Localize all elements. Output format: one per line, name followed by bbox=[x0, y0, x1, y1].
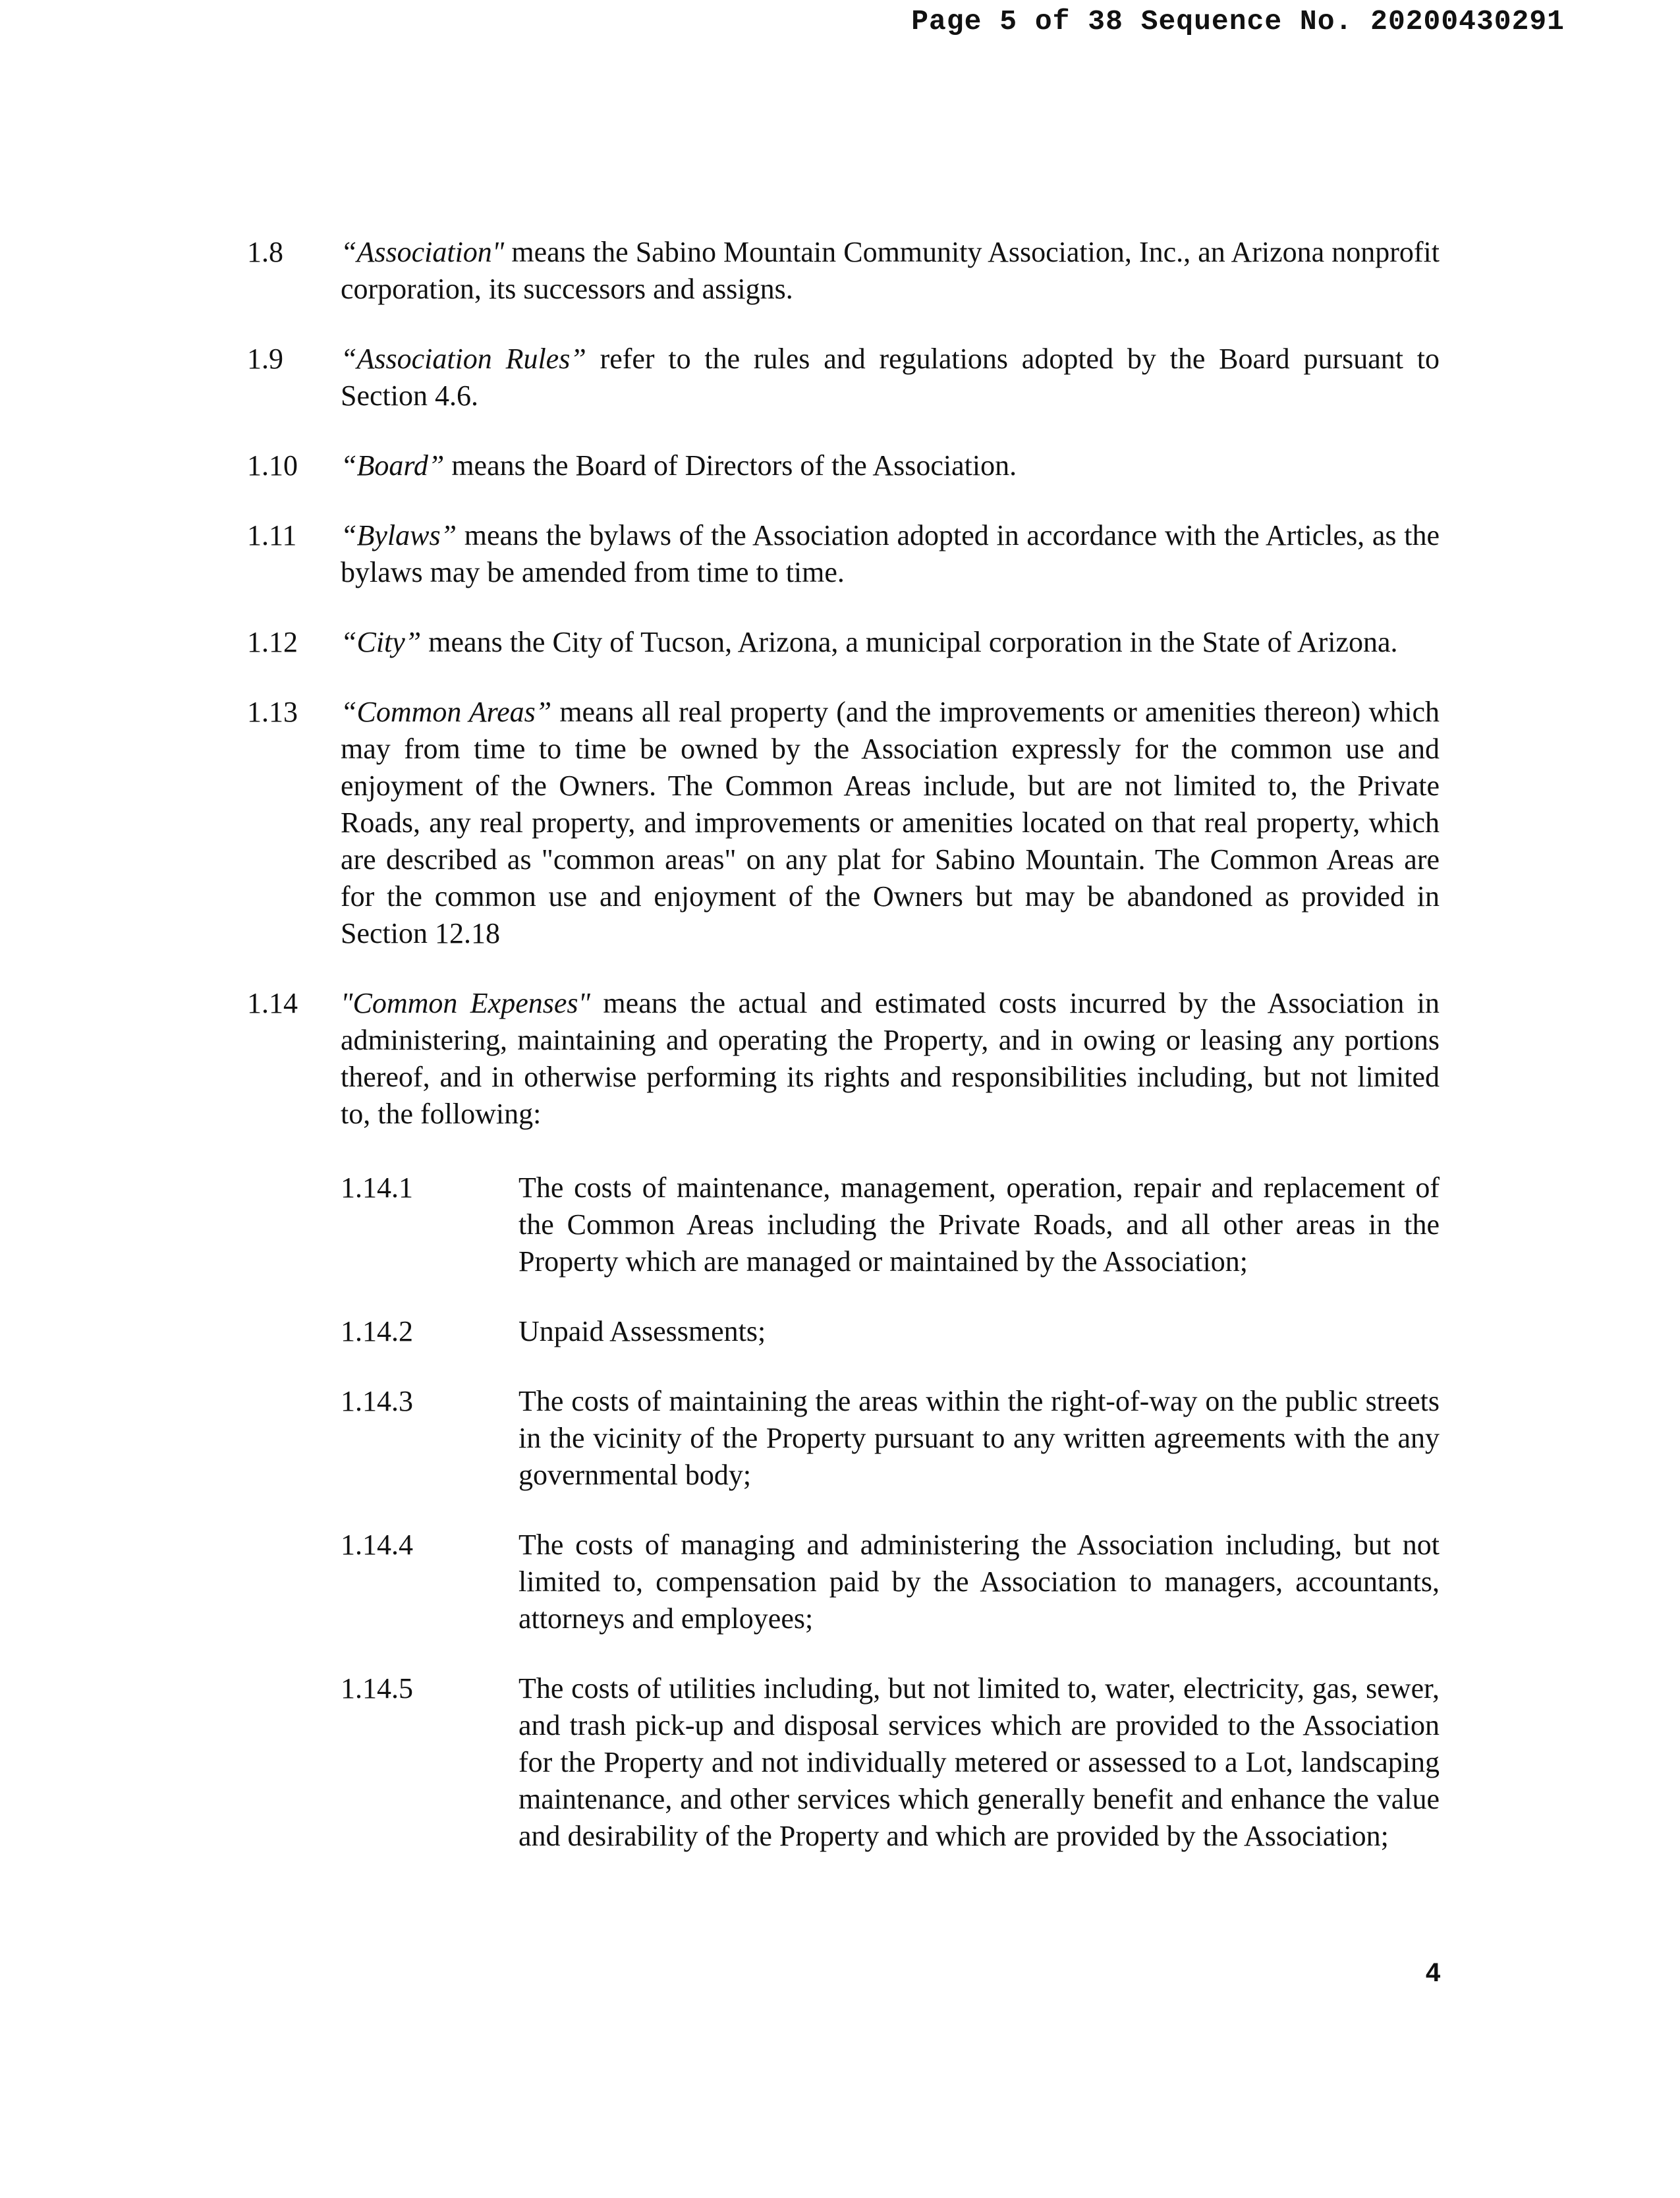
subsection-text: The costs of managing and administering the Association including, but not limited to, compensation paid by the Association to managers, accountants, attorneys and employees; bbox=[518, 1529, 1440, 1635]
section-text: means the Sabino Mountain Community Association, Inc., an Arizona nonprofit corporation, its successors and assigns. bbox=[341, 236, 1440, 305]
subsection-text: The costs of maintaining the areas within the right-of-way on the public streets in the vicinity of the Property pursuant to any written agreements with the any governmental body; bbox=[518, 1385, 1440, 1491]
section-number: 1.8 bbox=[247, 236, 283, 268]
subsection-1-14-1 bbox=[247, 1169, 1440, 1280]
recording-stamp: Page 5 of 38 Sequence No. 20200430291 bbox=[911, 5, 1565, 38]
section-text: refer to the rules and regulations adopted by the Board pursuant to Section 4.6. bbox=[341, 343, 1440, 412]
section-number: 1.11 bbox=[247, 519, 297, 551]
subsection-number: 1.14.4 bbox=[341, 1529, 413, 1561]
subsection-1-14-3 bbox=[247, 1383, 1440, 1494]
defined-term: “Association Rules” bbox=[341, 343, 586, 375]
subsection-number: 1.14.5 bbox=[341, 1672, 413, 1705]
section-text: means all real property (and the improvements or amenities thereon) which may from time to time be owned by the Association expressly for the common use and enjoyment of the Owners. The Common Areas include, but are not limited to, the Private Roads, any real property, and improvements or amenities located on that real property, which are described as "common areas" on any plat for Sabino Mountain. The Common Areas are for the common use and enjoyment of the Owners but may be abandoned as provided in Section 12.18 bbox=[341, 696, 1440, 949]
subsection-1-14-2 bbox=[247, 1313, 1440, 1350]
subsection-number: 1.14.3 bbox=[341, 1385, 413, 1417]
section-number: 1.14 bbox=[247, 987, 298, 1019]
section-number: 1.12 bbox=[247, 626, 298, 658]
section-1-9 bbox=[247, 341, 1440, 414]
section-text: means the City of Tucson, Arizona, a municipal corporation in the State of Arizona. bbox=[421, 626, 1398, 658]
subsection-text: Unpaid Assessments; bbox=[518, 1315, 766, 1347]
section-number: 1.10 bbox=[247, 449, 298, 482]
subsection-number: 1.14.1 bbox=[341, 1171, 413, 1204]
section-1-14 bbox=[247, 985, 1440, 1133]
section-1-8 bbox=[247, 234, 1440, 308]
defined-term: "Common Expenses" bbox=[341, 987, 590, 1019]
defined-term: “Common Areas” bbox=[341, 696, 552, 728]
section-1-11 bbox=[247, 517, 1440, 591]
subsection-text: The costs of utilities including, but not limited to, water, electricity, gas, sewer, and trash pick-up and disposal services which are provided to the Association for the Property and not individually metered or assessed to a Lot, landscaping maintenance, and other services which generally benefit and enhance the value and desirability of the Property and which are provided by the Association; bbox=[518, 1672, 1440, 1852]
defined-term: “City” bbox=[341, 626, 422, 658]
document-body bbox=[247, 234, 1440, 1888]
section-1-13 bbox=[247, 694, 1440, 952]
defined-term: “Association" bbox=[341, 236, 505, 268]
section-number: 1.9 bbox=[247, 343, 283, 375]
subsection-1-14-4 bbox=[247, 1527, 1440, 1637]
section-number: 1.13 bbox=[247, 696, 298, 728]
defined-term: “Bylaws” bbox=[341, 519, 457, 551]
defined-term: “Board” bbox=[341, 449, 445, 482]
section-1-12 bbox=[247, 624, 1440, 661]
section-text: means the actual and estimated costs incurred by the Association in administering, maintaining and operating the Property, and in owing or leasing any portions thereof, and in otherwise performing its rights and responsibilities including, but not limited to, the following: bbox=[341, 987, 1440, 1130]
subsection-number: 1.14.2 bbox=[341, 1315, 413, 1347]
subsection-1-14-5 bbox=[247, 1670, 1440, 1855]
section-text: means the bylaws of the Association adopted in accordance with the Articles, as the bylaws may be amended from time to time. bbox=[341, 519, 1440, 588]
section-1-10 bbox=[247, 447, 1440, 484]
section-text: means the Board of Directors of the Association. bbox=[444, 449, 1017, 482]
page-number: 4 bbox=[1426, 1958, 1441, 1987]
subsection-text: The costs of maintenance, management, operation, repair and replacement of the Common Areas including the Private Roads, and all other areas in the Property which are managed or maintained by the Association; bbox=[518, 1171, 1440, 1278]
